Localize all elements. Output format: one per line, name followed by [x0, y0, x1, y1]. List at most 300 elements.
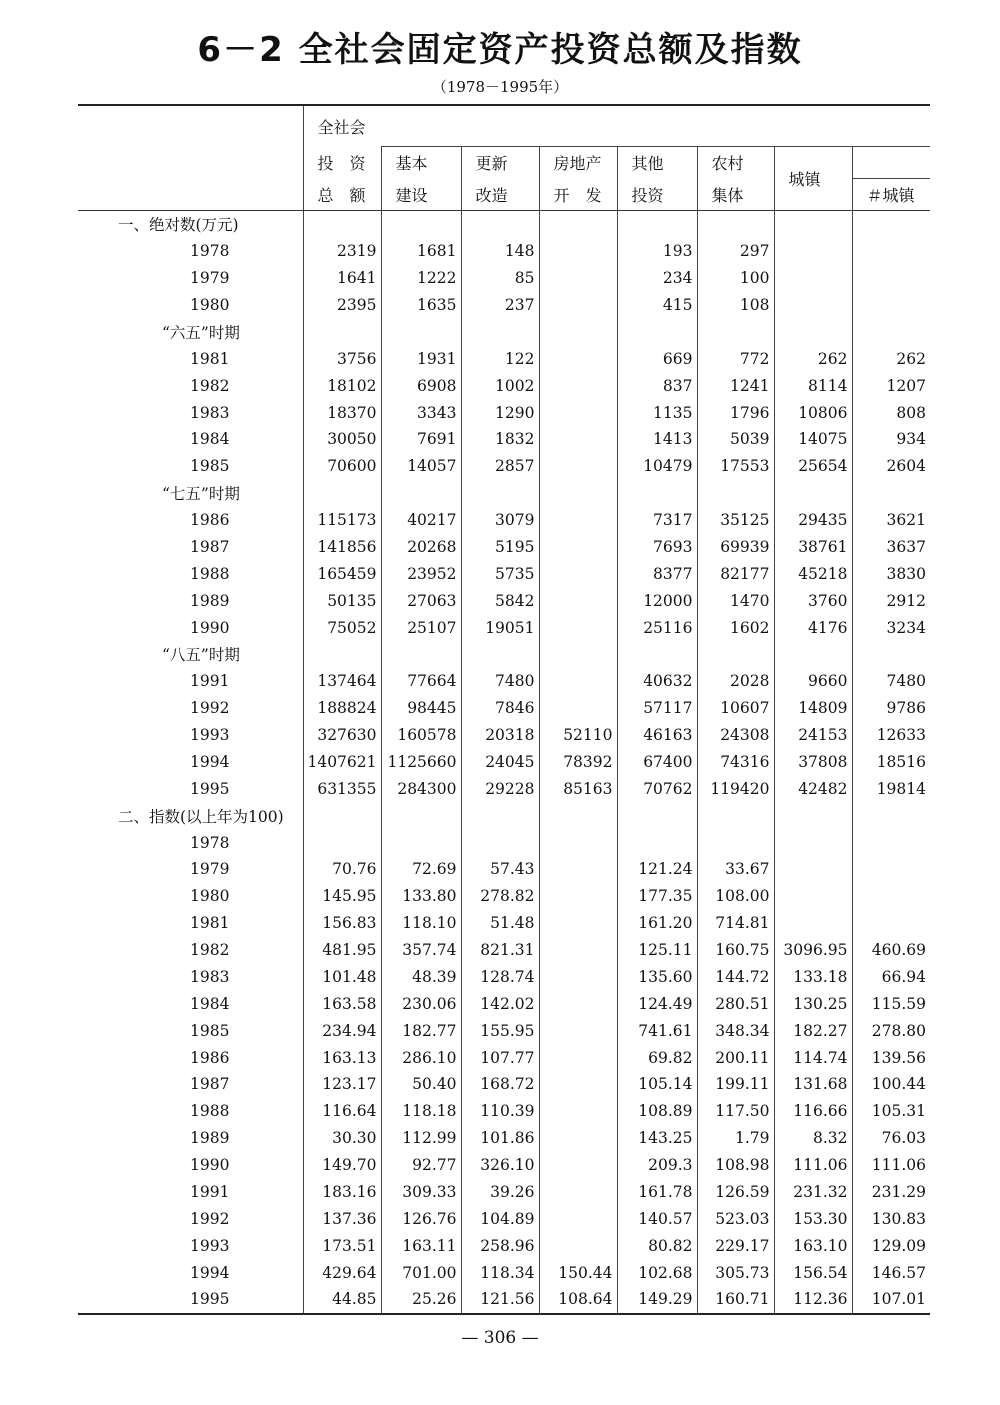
table-row — [78, 668, 930, 695]
table-row — [78, 372, 930, 399]
table-cell — [539, 560, 617, 587]
table-cell: 112.99 — [381, 1125, 461, 1152]
row-label: 1989 — [190, 1129, 230, 1148]
page-number: — 306 — — [461, 1328, 539, 1348]
table-cell — [774, 883, 852, 910]
table-row — [78, 1286, 930, 1314]
table-row — [78, 426, 930, 453]
table-cell: 108.64 — [539, 1286, 617, 1314]
table-cell: 112.36 — [774, 1286, 852, 1314]
table-row — [78, 345, 930, 372]
table-cell: 123.17 — [303, 1071, 381, 1098]
table-cell: 669 — [617, 345, 697, 372]
row-label: 1986 — [190, 511, 230, 530]
table-cell — [774, 641, 852, 668]
table-cell — [539, 802, 617, 829]
table-cell: 821.31 — [461, 937, 539, 964]
table-cell: 237 — [461, 292, 539, 319]
table-cell — [852, 910, 930, 937]
table-cell: 3079 — [461, 507, 539, 534]
row-label: 1981 — [190, 914, 230, 933]
table-row — [78, 211, 930, 238]
table-row — [78, 1232, 930, 1259]
table-cell: 153.30 — [774, 1205, 852, 1232]
table-cell — [697, 211, 774, 238]
table-cell: 163.11 — [381, 1232, 461, 1259]
table-row — [78, 910, 930, 937]
table-cell: 2028 — [697, 668, 774, 695]
row-label: 1987 — [190, 1075, 230, 1094]
table-cell: 149.70 — [303, 1152, 381, 1179]
col-of-which-town: ＃城镇 — [852, 179, 930, 211]
table-cell: 70600 — [303, 453, 381, 480]
table-cell: 280.51 — [697, 990, 774, 1017]
table-row — [78, 238, 930, 265]
table-cell: 2857 — [461, 453, 539, 480]
table-cell: 146.57 — [852, 1259, 930, 1286]
table-row — [78, 560, 930, 587]
table-cell — [697, 802, 774, 829]
table-cell — [852, 211, 930, 238]
table-cell: 3621 — [852, 507, 930, 534]
table-cell: 119420 — [697, 775, 774, 802]
table-cell: 20268 — [381, 534, 461, 561]
table-cell: 199.11 — [697, 1071, 774, 1098]
table-row — [78, 265, 930, 292]
table-cell: 104.89 — [461, 1205, 539, 1232]
table-cell: 135.60 — [617, 964, 697, 991]
table-cell: 29228 — [461, 775, 539, 802]
table-cell: 24045 — [461, 749, 539, 776]
table-cell: 1931 — [381, 345, 461, 372]
table-cell: 30050 — [303, 426, 381, 453]
table-cell: 305.73 — [697, 1259, 774, 1286]
col-renewal-line1: 更新 — [461, 147, 539, 179]
table-cell — [381, 319, 461, 346]
table-cell — [539, 399, 617, 426]
table-cell: 1602 — [697, 614, 774, 641]
table-cell: 116.64 — [303, 1098, 381, 1125]
table-cell: 57.43 — [461, 856, 539, 883]
table-cell: 163.10 — [774, 1232, 852, 1259]
table-cell — [617, 211, 697, 238]
row-label: 1989 — [190, 591, 230, 610]
table-cell: 111.06 — [774, 1152, 852, 1179]
table-cell: 51.48 — [461, 910, 539, 937]
table-cell: 67400 — [617, 749, 697, 776]
table-cell — [539, 1232, 617, 1259]
table-cell: 133.18 — [774, 964, 852, 991]
table-cell: 163.13 — [303, 1044, 381, 1071]
row-label: 1991 — [190, 672, 230, 691]
col-total-line2: 投 资 — [303, 147, 381, 179]
table-cell — [774, 480, 852, 507]
table-cell: 258.96 — [461, 1232, 539, 1259]
table-cell — [852, 265, 930, 292]
table-cell: 101.48 — [303, 964, 381, 991]
row-label: 1995 — [190, 779, 230, 798]
table-cell: 165459 — [303, 560, 381, 587]
col-basic-line1: 基本 — [381, 147, 461, 179]
table-cell: 114.74 — [774, 1044, 852, 1071]
table-cell — [539, 319, 617, 346]
table-cell: 122 — [461, 345, 539, 372]
table-cell: 117.50 — [697, 1098, 774, 1125]
table-cell — [617, 829, 697, 856]
table-row — [78, 453, 930, 480]
table-cell: 139.56 — [852, 1044, 930, 1071]
col-rural-line2: 集体 — [697, 179, 774, 211]
table-cell: 150.44 — [539, 1259, 617, 1286]
table-cell: 101.86 — [461, 1125, 539, 1152]
table-cell — [852, 641, 930, 668]
table-cell: 115173 — [303, 507, 381, 534]
table-cell: 5842 — [461, 587, 539, 614]
table-cell — [381, 802, 461, 829]
table-row — [78, 1017, 930, 1044]
table-row — [78, 937, 930, 964]
table-cell: 102.68 — [617, 1259, 697, 1286]
table-cell: 25.26 — [381, 1286, 461, 1314]
table-cell — [774, 802, 852, 829]
table-cell — [852, 802, 930, 829]
table-cell: 18370 — [303, 399, 381, 426]
table-cell: 107.77 — [461, 1044, 539, 1071]
table-cell — [539, 1044, 617, 1071]
table-cell: 155.95 — [461, 1017, 539, 1044]
table-cell: 1635 — [381, 292, 461, 319]
row-label: 1985 — [190, 457, 230, 476]
table-cell — [461, 211, 539, 238]
table-row — [78, 1071, 930, 1098]
table-row — [78, 990, 930, 1017]
table-cell: 2319 — [303, 238, 381, 265]
table-cell: 124.49 — [617, 990, 697, 1017]
row-label: 1993 — [190, 726, 230, 745]
table-cell: 82177 — [697, 560, 774, 587]
table-cell — [774, 238, 852, 265]
table-cell: 163.58 — [303, 990, 381, 1017]
row-label: “六五”时期 — [162, 323, 240, 342]
table-row — [78, 614, 930, 641]
table-cell: 429.64 — [303, 1259, 381, 1286]
table-cell: 209.3 — [617, 1152, 697, 1179]
table-row — [78, 292, 930, 319]
table-cell: 278.82 — [461, 883, 539, 910]
table-cell: 19814 — [852, 775, 930, 802]
table-cell — [381, 829, 461, 856]
table-row — [78, 802, 930, 829]
table-cell: 9786 — [852, 695, 930, 722]
table-cell: 200.11 — [697, 1044, 774, 1071]
row-label: 1979 — [190, 269, 230, 288]
table-cell: 137464 — [303, 668, 381, 695]
table-cell: 35125 — [697, 507, 774, 534]
table-cell: 160.75 — [697, 937, 774, 964]
col-basic-line2: 建设 — [381, 179, 461, 211]
table-cell: 125.11 — [617, 937, 697, 964]
row-label: 1982 — [190, 376, 230, 395]
table-cell: 140.57 — [617, 1205, 697, 1232]
table-cell — [852, 292, 930, 319]
table-cell: 1002 — [461, 372, 539, 399]
row-label: 1994 — [190, 1263, 230, 1282]
table-cell: 52110 — [539, 722, 617, 749]
table-cell: 701.00 — [381, 1259, 461, 1286]
table-cell: 45218 — [774, 560, 852, 587]
table-cell: 108 — [697, 292, 774, 319]
table-cell: 116.66 — [774, 1098, 852, 1125]
row-label: 1983 — [190, 403, 230, 422]
col-town: 城镇 — [774, 147, 852, 211]
row-label: 1985 — [190, 1021, 230, 1040]
table-row — [78, 534, 930, 561]
header-corner — [78, 105, 303, 211]
table-header — [78, 105, 930, 211]
row-label: 1990 — [190, 1156, 230, 1175]
table-cell: 286.10 — [381, 1044, 461, 1071]
table-cell: 160.71 — [697, 1286, 774, 1314]
table-cell: 149.29 — [617, 1286, 697, 1314]
table-cell: 5195 — [461, 534, 539, 561]
table-cell — [539, 910, 617, 937]
table-cell — [539, 937, 617, 964]
table-row — [78, 1125, 930, 1152]
table-cell: 12633 — [852, 722, 930, 749]
table-cell: 30.30 — [303, 1125, 381, 1152]
table-cell — [539, 1098, 617, 1125]
table-cell: 7480 — [852, 668, 930, 695]
table-cell: 7317 — [617, 507, 697, 534]
table-cell — [539, 990, 617, 1017]
table-cell: 80.82 — [617, 1232, 697, 1259]
row-label: 1984 — [190, 430, 230, 449]
table-cell: 111.06 — [852, 1152, 930, 1179]
table-cell — [539, 964, 617, 991]
table-cell: 481.95 — [303, 937, 381, 964]
table-cell — [539, 1179, 617, 1206]
table-cell: 161.20 — [617, 910, 697, 937]
table-row — [78, 695, 930, 722]
table-cell: 7846 — [461, 695, 539, 722]
col-realestate-line1: 房地产 — [539, 147, 617, 179]
table-cell — [539, 1017, 617, 1044]
table-cell — [852, 480, 930, 507]
table-cell — [539, 695, 617, 722]
table-cell — [539, 507, 617, 534]
table-cell — [381, 641, 461, 668]
table-cell: 161.78 — [617, 1179, 697, 1206]
table-cell: 10607 — [697, 695, 774, 722]
table-cell — [852, 829, 930, 856]
row-label: 1988 — [190, 1102, 230, 1121]
row-label: 1995 — [78, 1286, 303, 1314]
row-label: 1980 — [190, 296, 230, 315]
table-cell: 142.02 — [461, 990, 539, 1017]
table-cell: 1222 — [381, 265, 461, 292]
table-cell: 1796 — [697, 399, 774, 426]
table-cell: 50.40 — [381, 1071, 461, 1098]
table-cell: 39.26 — [461, 1179, 539, 1206]
table-cell — [303, 480, 381, 507]
table-cell: 8377 — [617, 560, 697, 587]
row-label: 二、指数(以上年为100) — [118, 807, 284, 826]
table-cell: 188824 — [303, 695, 381, 722]
row-label: 1982 — [190, 941, 230, 960]
table-row — [78, 1259, 930, 1286]
table-cell — [774, 292, 852, 319]
table-cell — [303, 829, 381, 856]
table-cell: 714.81 — [697, 910, 774, 937]
table-cell — [617, 480, 697, 507]
table-cell: 3830 — [852, 560, 930, 587]
table-cell: 460.69 — [852, 937, 930, 964]
table-cell: 309.33 — [381, 1179, 461, 1206]
col-total-line3: 总 额 — [303, 179, 381, 211]
table-cell — [539, 426, 617, 453]
table-cell: 115.59 — [852, 990, 930, 1017]
table-cell: 1832 — [461, 426, 539, 453]
table-cell: 231.29 — [852, 1179, 930, 1206]
table-cell — [697, 641, 774, 668]
table-cell: 105.31 — [852, 1098, 930, 1125]
table-cell — [774, 319, 852, 346]
row-label: 1986 — [190, 1048, 230, 1067]
table-cell: 19051 — [461, 614, 539, 641]
table-cell — [852, 238, 930, 265]
table-cell: 262 — [852, 345, 930, 372]
table-cell: 523.03 — [697, 1205, 774, 1232]
table-cell: 234.94 — [303, 1017, 381, 1044]
col-realestate-line2: 开 发 — [539, 179, 617, 211]
table-cell: 78392 — [539, 749, 617, 776]
table-cell: 348.34 — [697, 1017, 774, 1044]
table-cell: 182.27 — [774, 1017, 852, 1044]
table-cell — [539, 372, 617, 399]
table-cell: 284300 — [381, 775, 461, 802]
col-other-line2: 投资 — [617, 179, 697, 211]
table-cell — [461, 829, 539, 856]
table-cell: 70762 — [617, 775, 697, 802]
table-cell — [539, 480, 617, 507]
table-cell: 278.80 — [852, 1017, 930, 1044]
table-cell — [303, 641, 381, 668]
table-row — [78, 883, 930, 910]
table-cell — [539, 668, 617, 695]
row-label: “七五”时期 — [162, 485, 240, 504]
table-cell: 14075 — [774, 426, 852, 453]
table-cell: 160578 — [381, 722, 461, 749]
table-cell: 24308 — [697, 722, 774, 749]
table-cell: 145.95 — [303, 883, 381, 910]
table-cell — [539, 238, 617, 265]
table-cell — [303, 211, 381, 238]
header-top-blank — [381, 105, 930, 147]
table-cell: 121.56 — [461, 1286, 539, 1314]
table-cell — [539, 1125, 617, 1152]
table-cell: 808 — [852, 399, 930, 426]
table-cell: 110.39 — [461, 1098, 539, 1125]
investment-table — [78, 104, 930, 1315]
table-cell: 1241 — [697, 372, 774, 399]
table-cell — [381, 211, 461, 238]
table-cell: 5735 — [461, 560, 539, 587]
table-cell: 156.54 — [774, 1259, 852, 1286]
table-row — [78, 1179, 930, 1206]
table-cell: 85 — [461, 265, 539, 292]
table-cell — [303, 802, 381, 829]
table-row — [78, 829, 930, 856]
table-cell — [852, 856, 930, 883]
table-cell: 631355 — [303, 775, 381, 802]
table-cell: 10479 — [617, 453, 697, 480]
row-label: 1993 — [190, 1236, 230, 1255]
col-rural-line1: 农村 — [697, 147, 774, 179]
table-cell — [617, 641, 697, 668]
table-cell: 234 — [617, 265, 697, 292]
table-cell: 108.00 — [697, 883, 774, 910]
table-cell: 326.10 — [461, 1152, 539, 1179]
table-cell: 98445 — [381, 695, 461, 722]
table-cell — [539, 883, 617, 910]
row-label: 1988 — [190, 564, 230, 583]
row-label: 1992 — [190, 1209, 230, 1228]
table-cell: 1.79 — [697, 1125, 774, 1152]
table-cell: 74316 — [697, 749, 774, 776]
table-row — [78, 1098, 930, 1125]
table-cell: 1407621 — [303, 749, 381, 776]
table-cell: 934 — [852, 426, 930, 453]
table-cell: 40632 — [617, 668, 697, 695]
table-cell: 137.36 — [303, 1205, 381, 1232]
table-cell: 100 — [697, 265, 774, 292]
table-row — [78, 587, 930, 614]
row-label: 1979 — [190, 860, 230, 879]
table-cell: 25654 — [774, 453, 852, 480]
table-row — [78, 399, 930, 426]
table-cell: 8114 — [774, 372, 852, 399]
table-cell: 4176 — [774, 614, 852, 641]
table-cell — [539, 856, 617, 883]
table-cell: 66.94 — [852, 964, 930, 991]
table-cell: 37808 — [774, 749, 852, 776]
table-cell: 2604 — [852, 453, 930, 480]
table-cell — [617, 319, 697, 346]
row-label: 1990 — [190, 618, 230, 637]
table-cell: 25116 — [617, 614, 697, 641]
table-cell — [539, 211, 617, 238]
table-cell — [539, 292, 617, 319]
table-cell: 772 — [697, 345, 774, 372]
table-cell: 107.01 — [852, 1286, 930, 1314]
table-cell: 173.51 — [303, 1232, 381, 1259]
table-cell: 9660 — [774, 668, 852, 695]
table-cell — [381, 480, 461, 507]
table-cell: 1681 — [381, 238, 461, 265]
table-cell — [697, 319, 774, 346]
table-cell: 168.72 — [461, 1071, 539, 1098]
table-cell: 7691 — [381, 426, 461, 453]
table-row — [78, 856, 930, 883]
table-row — [78, 319, 930, 346]
table-cell: 25107 — [381, 614, 461, 641]
table-cell: 14057 — [381, 453, 461, 480]
table-cell: 6908 — [381, 372, 461, 399]
table-cell: 357.74 — [381, 937, 461, 964]
table-cell: 1207 — [852, 372, 930, 399]
table-cell: 230.06 — [381, 990, 461, 1017]
row-label: 1980 — [190, 887, 230, 906]
